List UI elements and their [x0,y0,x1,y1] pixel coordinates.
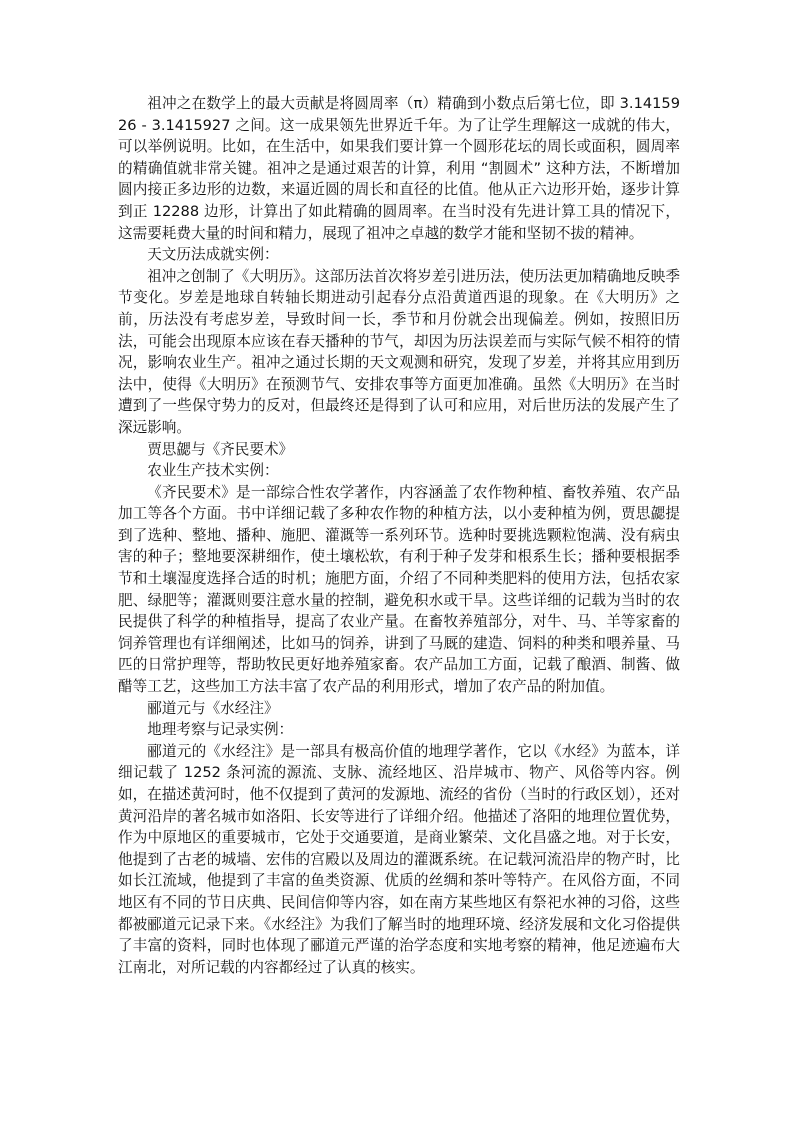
paragraph-pi-achievement: 祖冲之在数学上的最大贡献是将圆周率（π）精确到小数点后第七位，即 3.1415926 - 3.1415927 之间。这一成果领先世界近千年。为了让学生理解这一成就的伟大，可以举例说明。比如，在生活中，如果我们要计算一个圆形花坛的周长或面积，圆周率的精确值就非常关键。祖冲之是通过艰苦的计算，利用 “割圆术” 这种方法，不断增加圆内接正多边形的边数，来逼近圆的周长和直径的比值。他从正六边形开始，逐步计算到正 12288 边形，计算出了如此精确的圆周率。在当时没有先进计算工具的情况下，这需要耗费大量的时间和精力，展现了祖冲之卓越的数学才能和坚韧不拔的精神。 [118,95,680,242]
heading-agriculture-example: 农业生产技术实例： [147,462,279,480]
paragraph-daming-calendar: 祖冲之创制了《大明历》。这部历法首次将岁差引进历法，使历法更加精确地反映季节变化。岁差是地球自转轴长期进动引起春分点沿黄道西退的现象。在《大明历》之前，历法没有考虑岁差，导致时间一长，季节和月份就会出现偏差。例如，按照旧历法，可能会出现原本应该在春天播种的节气，却因为历法误差而与实际气候不相符的情况，影响农业生产。祖冲之通过长期的天文观测和研究，发现了岁差，并将其应用到历法中，使得《大明历》在预测节气、安排农事等方面更加准确。虽然《大明历》在当时遭到了一些保守势力的反对，但最终还是得到了认可和应用，对后世历法的发展产生了深远影响。 [118,267,680,436]
heading-astronomy-example: 天文历法成就实例： [147,246,279,264]
heading-li-daoyuan: 郦道元与《水经注》 [147,699,279,717]
heading-jia-sixie: 贾思勰与《齐民要术》 [147,440,294,458]
paragraph-qimin-yaoshu: 《齐民要术》是一部综合性农学著作，内容涵盖了农作物种植、畜牧养殖、农产品加工等各个方面。书中详细记载了多种农作物的种植方法，以小麦种植为例，贾思勰提到了选种、整地、播种、施肥、灌溉等一系列环节。选种时要挑选颗粒饱满、没有病虫害的种子；整地要深耕细作，使土壤松软，有利于种子发芽和根系生长；播种要根据季节和土壤湿度选择合适的时机；施肥方面，介绍了不同种类肥料的使用方法，包括农家肥、绿肥等；灌溉则要注意水量的控制，避免积水或干旱。这些详细的记载为当时的农民提供了科学的种植指导，提高了农业产量。在畜牧养殖部分，对牛、马、羊等家畜的饲养管理也有详细阐述，比如马的饲养，讲到了马厩的建造、饲料的种类和喂养量、马匹的日常护理等，帮助牧民更好地养殖家畜。农产品加工方面，记载了酿酒、制酱、做醋等工艺，这些加工方法丰富了农产品的利用形式，增加了农产品的附加值。 [118,483,680,696]
document-page [118,93,680,978]
heading-geography-example: 地理考察与记录实例： [147,721,294,739]
paragraph-shuijing-zhu: 郦道元的《水经注》是一部具有极高价值的地理学著作，它以《水经》为蓝本，详细记载了 1252 条河流的源流、支脉、流经地区、沿岸城市、物产、风俗等内容。例如，在描述黄河时，他不仅提到了黄河的发源地、流经的省份（当时的行政区划），还对黄河沿岸的著名城市如洛阳、长安等进行了详细介绍。他描述了洛阳的地理位置优势，作为中原地区的重要城市，它处于交通要道，是商业繁荣、文化昌盛之地。对于长安，他提到了古老的城墙、宏伟的宫殿以及周边的灌溉系统。在记载河流沿岸的物产时，比如长江流域，他提到了丰富的鱼类资源、优质的丝绸和茶叶等特产。在风俗方面，不同地区有不同的节日庆典、民间信仰等内容，如在南方某些地区有祭祀水神的习俗，这些都被郦道元记录下来。《水经注》为我们了解当时的地理环境、经济发展和文化习俗提供了丰富的资料，同时也体现了郦道元严谨的治学态度和实地考察的精神，他足迹遍布大江南北，对所记载的内容都经过了认真的核实。 [118,742,680,976]
